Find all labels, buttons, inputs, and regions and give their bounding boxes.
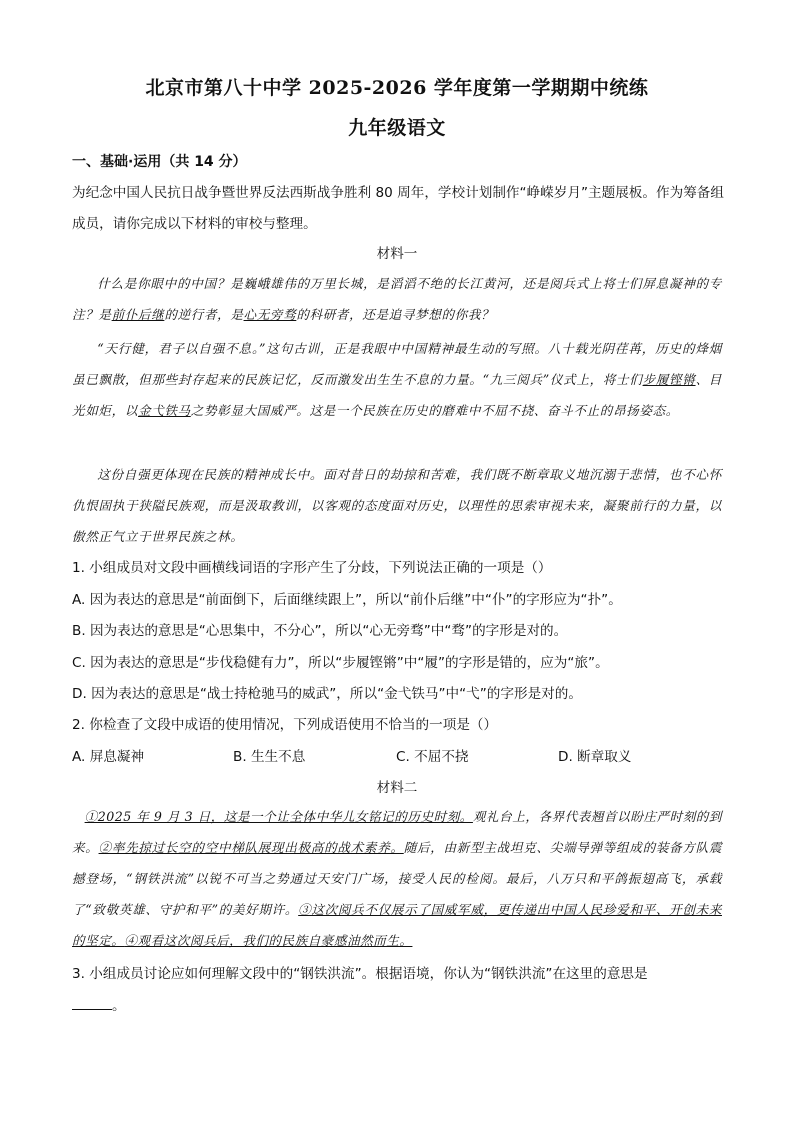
exam-title: 北京市第八十中学 2025-2026 学年度第一学期期中统练: [145, 77, 649, 99]
sentence-2: ②率先掠过长空的空中梯队展现出极高的战术素养。: [98, 840, 404, 855]
text-run: 的科研者，还是追寻梦想的你我？: [296, 307, 495, 322]
text-run: 什么是你眼中的中国？是巍峨雄伟的万里长城，是滔滔不绝的长江黄河，还是阅兵式上将士们屏息凝神的专注？是: [72, 276, 722, 322]
text-run: “天行健，君子以自强不息。”这句古训，正是我眼中中国精神最生动的写照。八十载光阴荏苒，历史的烽烟虽已飘散，但那些封存起来的民族记忆，反而激发出生生不息的力量。“九三阅兵”仪式上，将士们: [72, 341, 722, 387]
question-2-option-b[interactable]: B. 生生不息: [233, 749, 306, 765]
sentence-4: ④观看这次阅兵后，我们的民族自豪感油然而生。: [124, 933, 413, 948]
material1-label: 材料一: [376, 246, 418, 262]
material1-paragraph-3: 这份自强更体现在民族的精神成长中。面对昔日的劫掠和苦难，我们既不断章取义地沉溺于悲情，也不心怀仇恨固执于狭隘民族观，而是汲取教训，以客观的态度面对历史，以理性的思索审视未来，凝聚前行的力量，以傲然正气立于世界民族之林。: [72, 467, 722, 544]
exam-subtitle: 九年级语文: [348, 117, 446, 139]
question-1-option-a[interactable]: A. 因为表达的意思是“前面倒下，后面继续跟上”，所以“前仆后继”中“仆”的字形应为“扑”。: [72, 592, 622, 608]
underlined-word: 步履铿锵: [642, 372, 696, 387]
text-run: 。: [112, 998, 126, 1014]
question-1-option-c[interactable]: C. 因为表达的意思是“步伐稳健有力”，所以“步履铿锵”中“履”的字形是错的，应为“旅”。: [72, 655, 609, 671]
material2-label: 材料二: [376, 780, 418, 796]
text-run: 、目光如炬，以: [72, 372, 723, 418]
question-2-stem: 2. 你检查了文段中成语的使用情况，下列成语使用不恰当的一项是（）: [72, 717, 498, 733]
material2-paragraph: [72, 801, 722, 956]
text-run: 随后，由新型主战坦克、尖端导弹等组成的装备方队震撼登场，“钢铁洪流”以锐不可当之势通过天安门广场，接受人民的检阅。最后，八万只和平鸽振翅高飞，承载了“致敬英雄、守护和平”的美好期许。: [72, 840, 723, 917]
question-3-stem: 3. 小组成员讨论应如何理解文段中的“钢铁洪流”。根据语境，你认为“钢铁洪流”在这里的意思是: [72, 966, 648, 982]
text-run: 之势彰显大国威严。这是一个民族在历史的磨难中不屈不挠、奋斗不止的昂扬姿态。: [190, 403, 679, 418]
section-heading: 一、基础·运用（共 14 分）: [72, 154, 247, 170]
material1-paragraph-1: [72, 268, 722, 330]
text-run: 的逆行者，是: [164, 307, 244, 322]
underlined-word: 金弋铁马: [137, 403, 191, 418]
underlined-word: 前仆后继: [111, 307, 165, 322]
answer-blank[interactable]: [72, 995, 112, 1010]
underlined-word: 心无旁骛: [243, 307, 297, 322]
sentence-3: ③这次阅兵不仅展示了国威军威，更传递出中国人民珍爱和平、开创未来的坚定。: [72, 902, 722, 948]
section-intro: 为纪念中国人民抗日战争暨世界反法西斯战争胜利 80 周年，学校计划制作“峥嵘岁月”主题展板。作为筹备组成员，请你完成以下材料的审校与整理。: [72, 185, 724, 232]
question-2-option-d[interactable]: D. 断章取义: [558, 749, 632, 765]
question-1-option-d[interactable]: D. 因为表达的意思是“战士持枪驰马的威武”，所以“金弋铁马”中“弋”的字形是对的。: [72, 686, 582, 702]
text-run: 观礼台上，各界代表翘首以盼庄严时刻的到来。: [72, 809, 723, 855]
question-2-option-a[interactable]: A. 屏息凝神: [72, 749, 145, 765]
question-1-option-b[interactable]: B. 因为表达的意思是“心思集中，不分心”，所以“心无旁骛”中“骛”的字形是对的。: [72, 623, 568, 639]
question-1-stem: 1. 小组成员对文段中画横线词语的字形产生了分歧，下列说法正确的一项是（）: [72, 560, 552, 576]
sentence-1: ①2025 年 9 月 3 日，这是一个让全体中华儿女铭记的历史时刻。: [84, 809, 473, 824]
question-2-option-c[interactable]: C. 不屈不挠: [396, 749, 469, 765]
question-3-answer-line[interactable]: [72, 994, 732, 1014]
material1-paragraph-2: [72, 333, 722, 426]
